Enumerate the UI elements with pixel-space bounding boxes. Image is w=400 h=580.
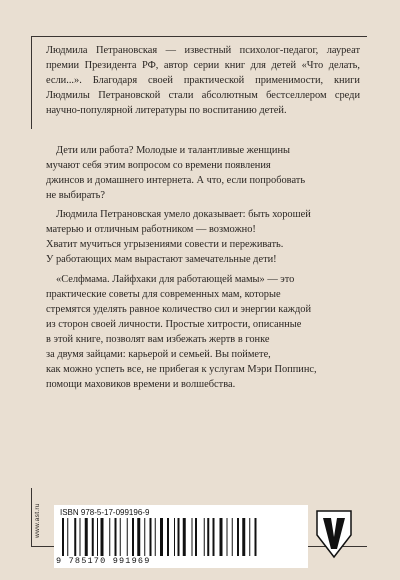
publisher-logo-icon — [316, 509, 352, 559]
text-line: матерью и отличным работником — возможно! — [46, 224, 256, 235]
text-line: Дети или работа? Молодые и талантливые женщины — [56, 145, 290, 156]
barcode-block — [54, 505, 308, 568]
text-line: стремятся уделять равное количество сил и энергии каждой — [46, 304, 312, 315]
text-line: за двумя зайцами: карьерой и семьей. Вы поймете, — [46, 349, 271, 360]
text-line: не выбирать? — [46, 190, 105, 201]
publisher-website: www.ast.ru — [34, 503, 41, 538]
text-line: из сторон своей личности. Простые хитрости, описанные — [46, 319, 302, 330]
isbn-label: ISBN 978-5-17-099196-9 — [60, 508, 150, 517]
text-line: в этой книге, позволят вам избежать жертв в гонке — [46, 334, 270, 345]
paragraph-1 — [46, 143, 362, 203]
text-line: «Селфмама. Лайфхаки для работающей мамы» — это — [56, 274, 295, 285]
paragraph-3 — [46, 272, 362, 392]
text-line: практические советы для современных мам, которые — [46, 289, 281, 300]
barcode-icon — [62, 518, 300, 556]
paragraph-2 — [46, 207, 362, 267]
text-line: джинсов и домашнего интернета. А что, если попробовать — [46, 175, 306, 186]
text-line: У работающих мам вырастают замечательные дети! — [46, 254, 277, 265]
barcode-number: 9 785170 991969 — [56, 556, 151, 566]
text-line: мучают себя этим вопросом со времени появления — [46, 160, 271, 171]
text-line: Людмила Петрановская умело доказывает: быть хорошей — [56, 209, 311, 220]
text-line: как можно успеть все, не прибегая к услугам Мэри Поппинс, — [46, 364, 317, 375]
author-bio: Людмила Петрановская — известный психолог-педагог, лауреат премии Президента РФ, автор серии книг для детей «Что делать, если...». Благодаря своей практической применимости, книги Людмилы Петрановской стали абсолютным бестселлером среди научно-популярной литературы по воспитанию детей. — [46, 45, 360, 116]
text-line: помощи маховиков времени и волшебства. — [46, 379, 236, 390]
text-line: Хватит мучиться угрызениями совести и переживать. — [46, 239, 284, 250]
